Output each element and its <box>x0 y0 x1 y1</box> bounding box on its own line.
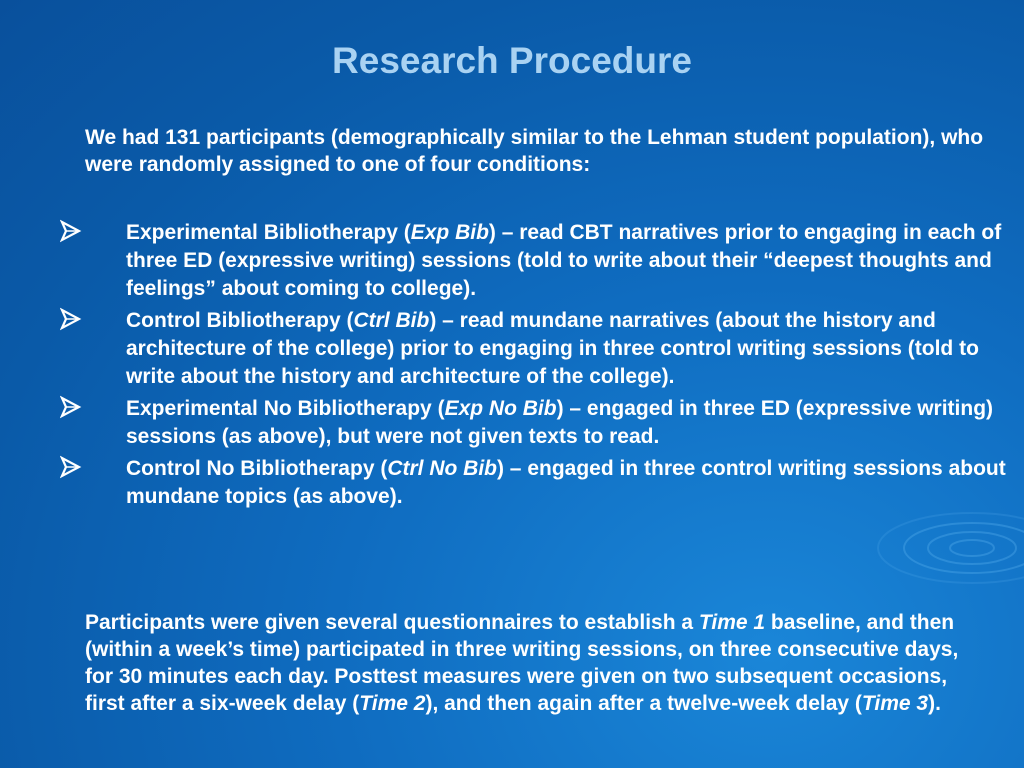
time-label: Time 1 <box>698 611 766 634</box>
condition-name: Experimental No Bibliotherapy ( <box>126 397 445 420</box>
time-label: Time 2 <box>359 692 426 715</box>
intro-paragraph: We had 131 participants (demographically similar to the Lehman student population), who were randomly assigned to one of four conditions: <box>85 126 984 176</box>
arrow-bullet-icon <box>60 395 82 419</box>
condition-name: Experimental Bibliotherapy ( <box>126 221 411 244</box>
condition-abbreviation: Ctrl No Bib <box>387 457 497 480</box>
procedure-text: ). <box>928 692 941 715</box>
arrow-bullet-icon <box>60 219 82 243</box>
condition-abbreviation: Exp No Bib <box>444 397 557 420</box>
condition-description: ) – read mundane narratives (about the history and architecture of the college) prior to engaging in three control writing sessions (told to write about the history and architecture of the college). <box>126 309 979 388</box>
procedure-text: Participants were given several questionnaires to establish a <box>85 611 699 634</box>
list-item <box>0 455 1006 511</box>
arrow-bullet-icon <box>60 455 82 479</box>
list-item <box>0 395 1006 451</box>
arrow-bullet-icon <box>60 307 82 331</box>
procedure-paragraph <box>85 609 985 717</box>
list-item <box>0 307 1006 391</box>
list-item <box>0 219 1006 303</box>
condition-description: ) – engaged in three ED (expressive writing) sessions (as above), but were not given texts to read. <box>126 397 994 448</box>
condition-description: ) – read CBT narratives prior to engaging in each of three ED (expressive writing) sessions (told to write about their “deepest thoughts and feelings” about coming to college). <box>126 221 1002 300</box>
procedure-text: ), and then again after a twelve-week delay ( <box>425 692 862 715</box>
procedure-text: baseline, and then (within a week’s time) participated in three writing sessions, on three consecutive days, for 30 minutes each day. Posttest measures were given on two subsequent occasions, first after a six-week delay ( <box>85 611 959 715</box>
condition-abbreviation: Ctrl Bib <box>353 309 430 332</box>
condition-name: Control No Bibliotherapy ( <box>126 457 388 480</box>
condition-name: Control Bibliotherapy ( <box>126 309 354 332</box>
slide-title: Research Procedure <box>332 40 692 81</box>
condition-description: ) – engaged in three control writing sessions about mundane topics (as above). <box>126 457 1006 508</box>
condition-abbreviation: Exp Bib <box>410 221 489 244</box>
conditions-list <box>0 219 1024 515</box>
time-label: Time 3 <box>861 692 929 715</box>
